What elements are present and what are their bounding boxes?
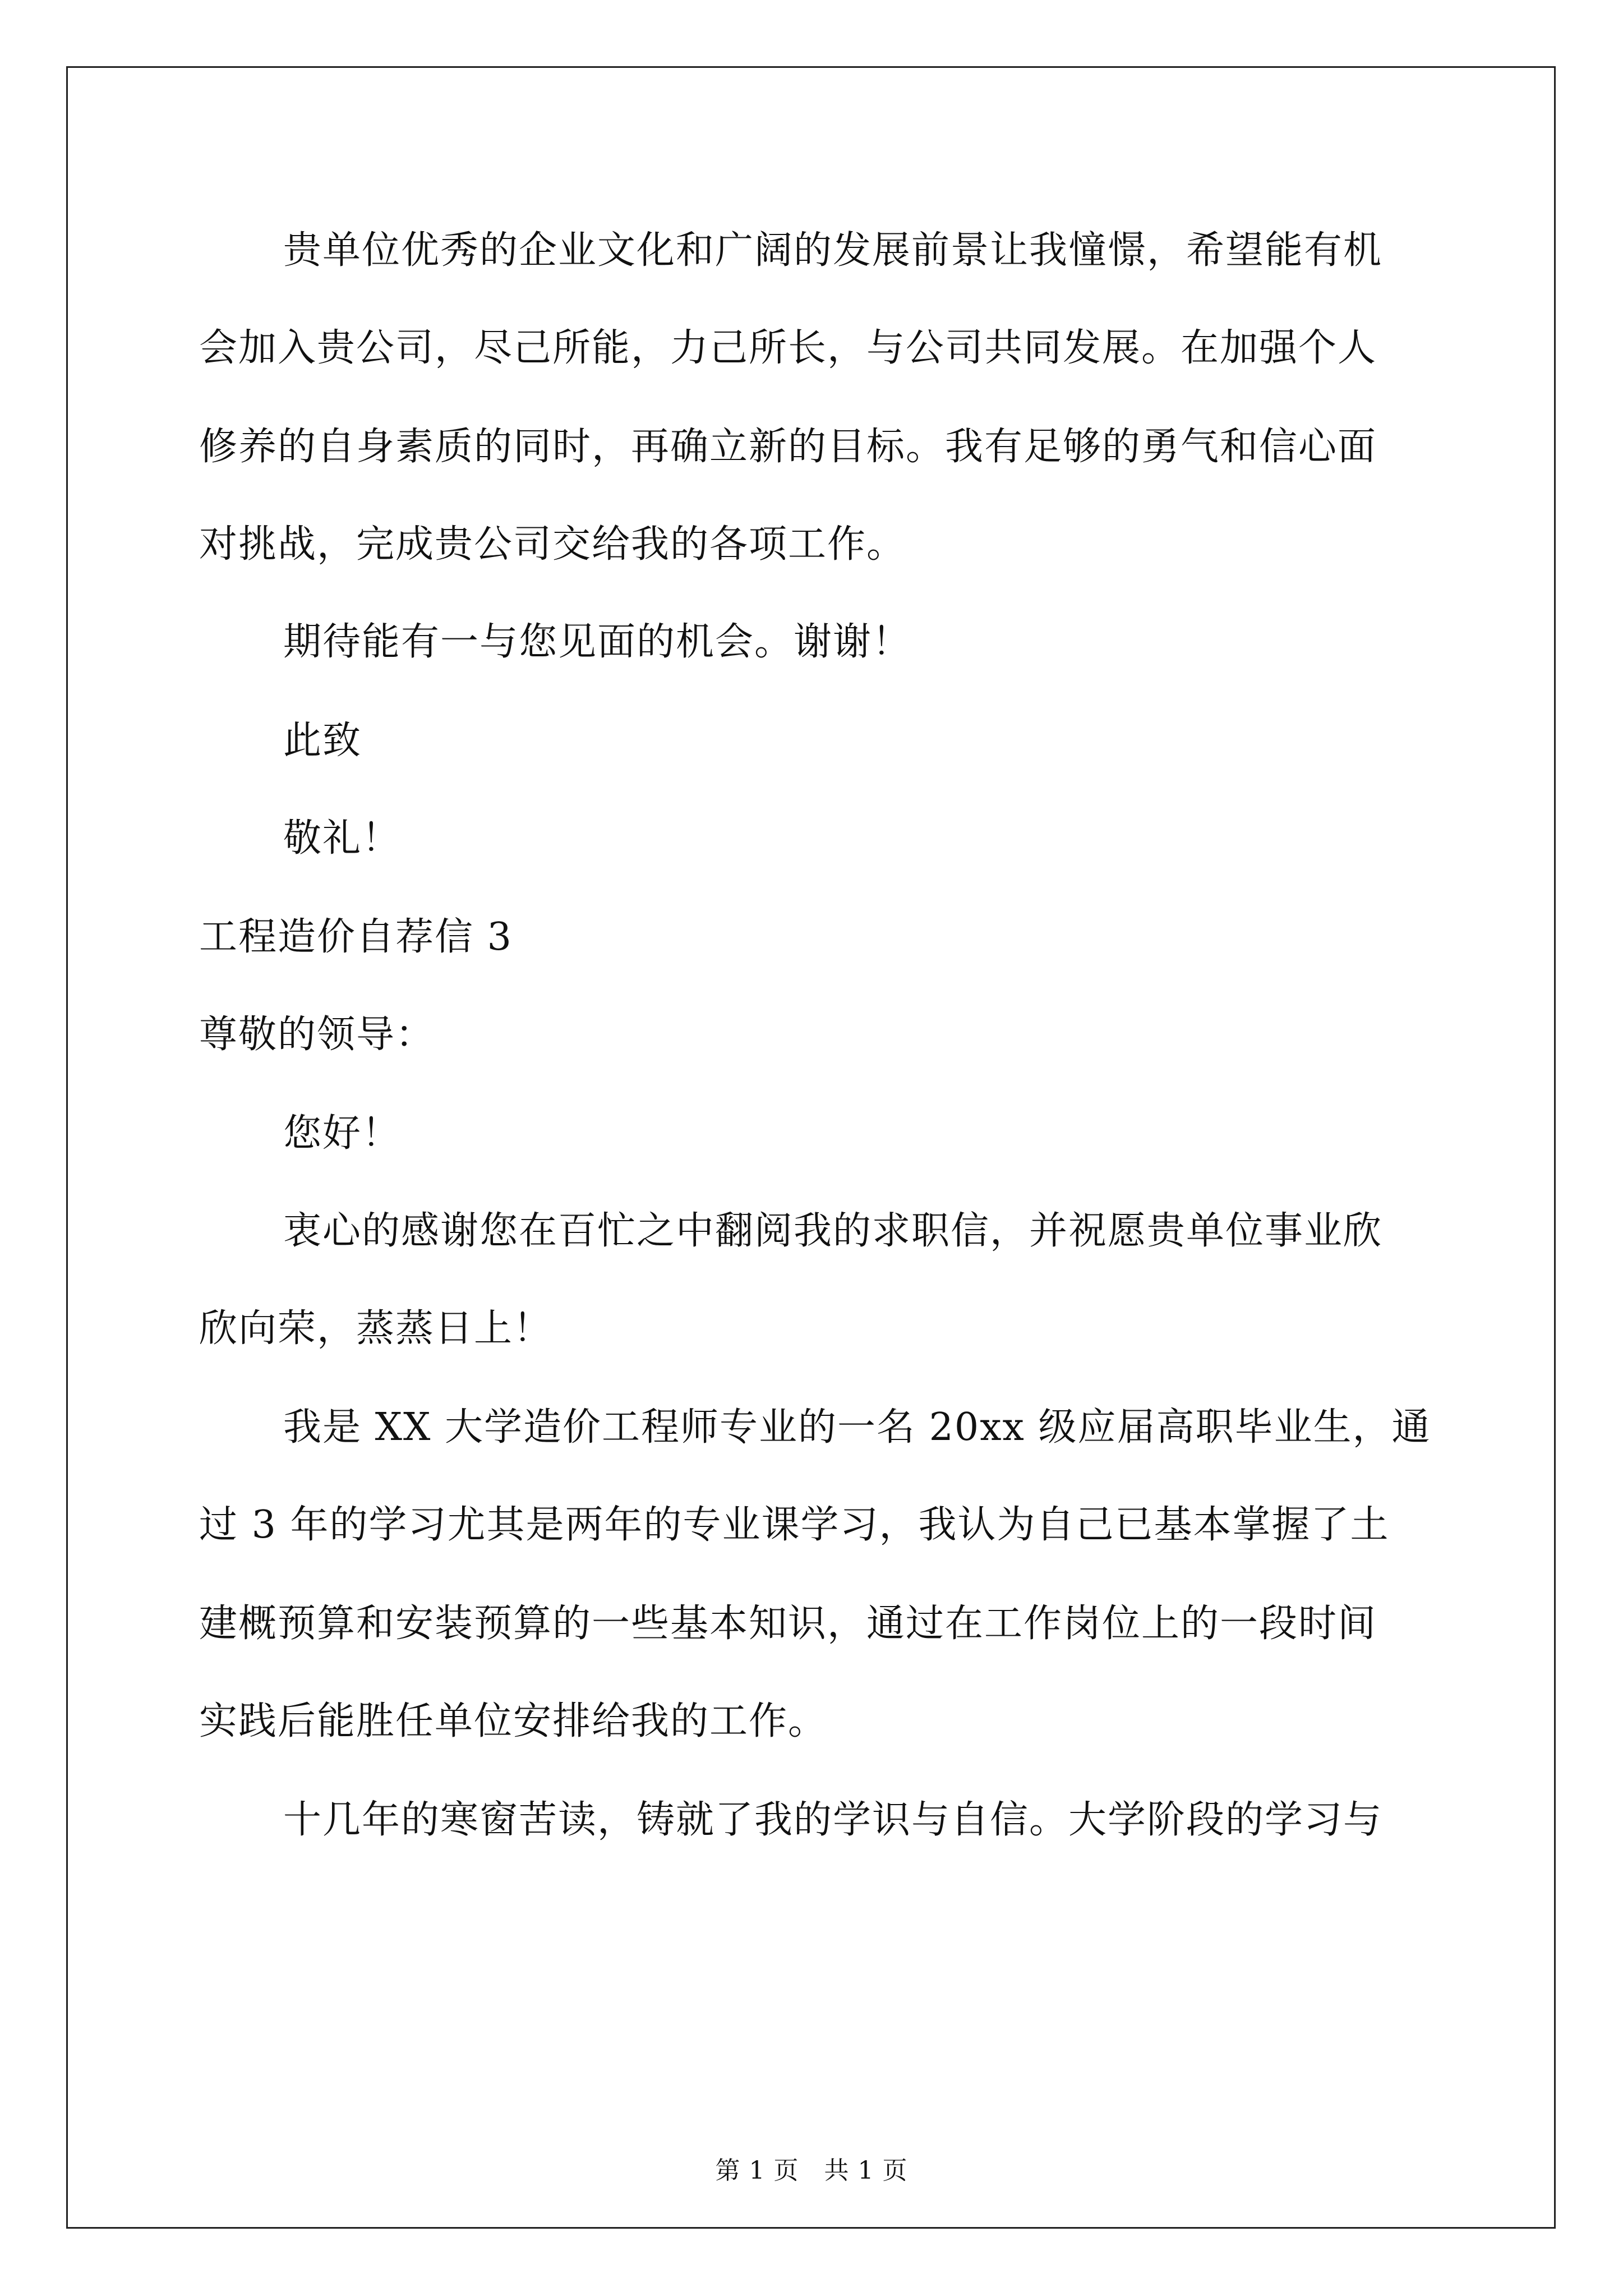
paragraph-line: 十几年的寒窗苦读，铸就了我的学识与自信。大学阶段的学习与: [283, 1798, 1383, 1842]
section-title: 工程造价自荐信 3: [199, 915, 513, 959]
paragraph-line: 欣向荣，蒸蒸日上！: [199, 1306, 553, 1351]
paragraph-line: 建概预算和安装预算的一些基本知识，通过在工作岗位上的一段时间: [199, 1602, 1377, 1646]
paragraph-line: 期待能有一与您见面的机会。谢谢！: [283, 620, 912, 664]
paragraph-line: 对挑战，完成贵公司交给我的各项工作。: [199, 522, 906, 567]
salutation-closing: 此致: [283, 719, 362, 763]
paragraph-line: 修养的自身素质的同时，再确立新的目标。我有足够的勇气和信心面: [199, 425, 1377, 469]
paragraph-line: 实践后能胜任单位安排给我的工作。: [199, 1699, 828, 1743]
page-footer: 第 1 页 共 1 页: [715, 2156, 908, 2185]
greeting: 您好！: [283, 1111, 402, 1156]
greeting-addressee: 尊敬的领导：: [199, 1013, 435, 1057]
paragraph-line: 会加入贵公司，尽己所能，力己所长，与公司共同发展。在加强个人: [199, 326, 1377, 370]
paragraph-line: 过 3 年的学习尤其是两年的专业课学习，我认为自己已基本掌握了土: [199, 1503, 1390, 1547]
paragraph-line: 衷心的感谢您在百忙之中翻阅我的求职信，并祝愿贵单位事业欣: [283, 1209, 1383, 1253]
paragraph-line: 贵单位优秀的企业文化和广阔的发展前景让我憧憬，希望能有机: [283, 228, 1383, 273]
salutation-regards: 敬礼！: [283, 816, 402, 861]
paragraph-line: 我是 XX 大学造价工程师专业的一名 20xx 级应届高职毕业生，通: [283, 1405, 1431, 1450]
